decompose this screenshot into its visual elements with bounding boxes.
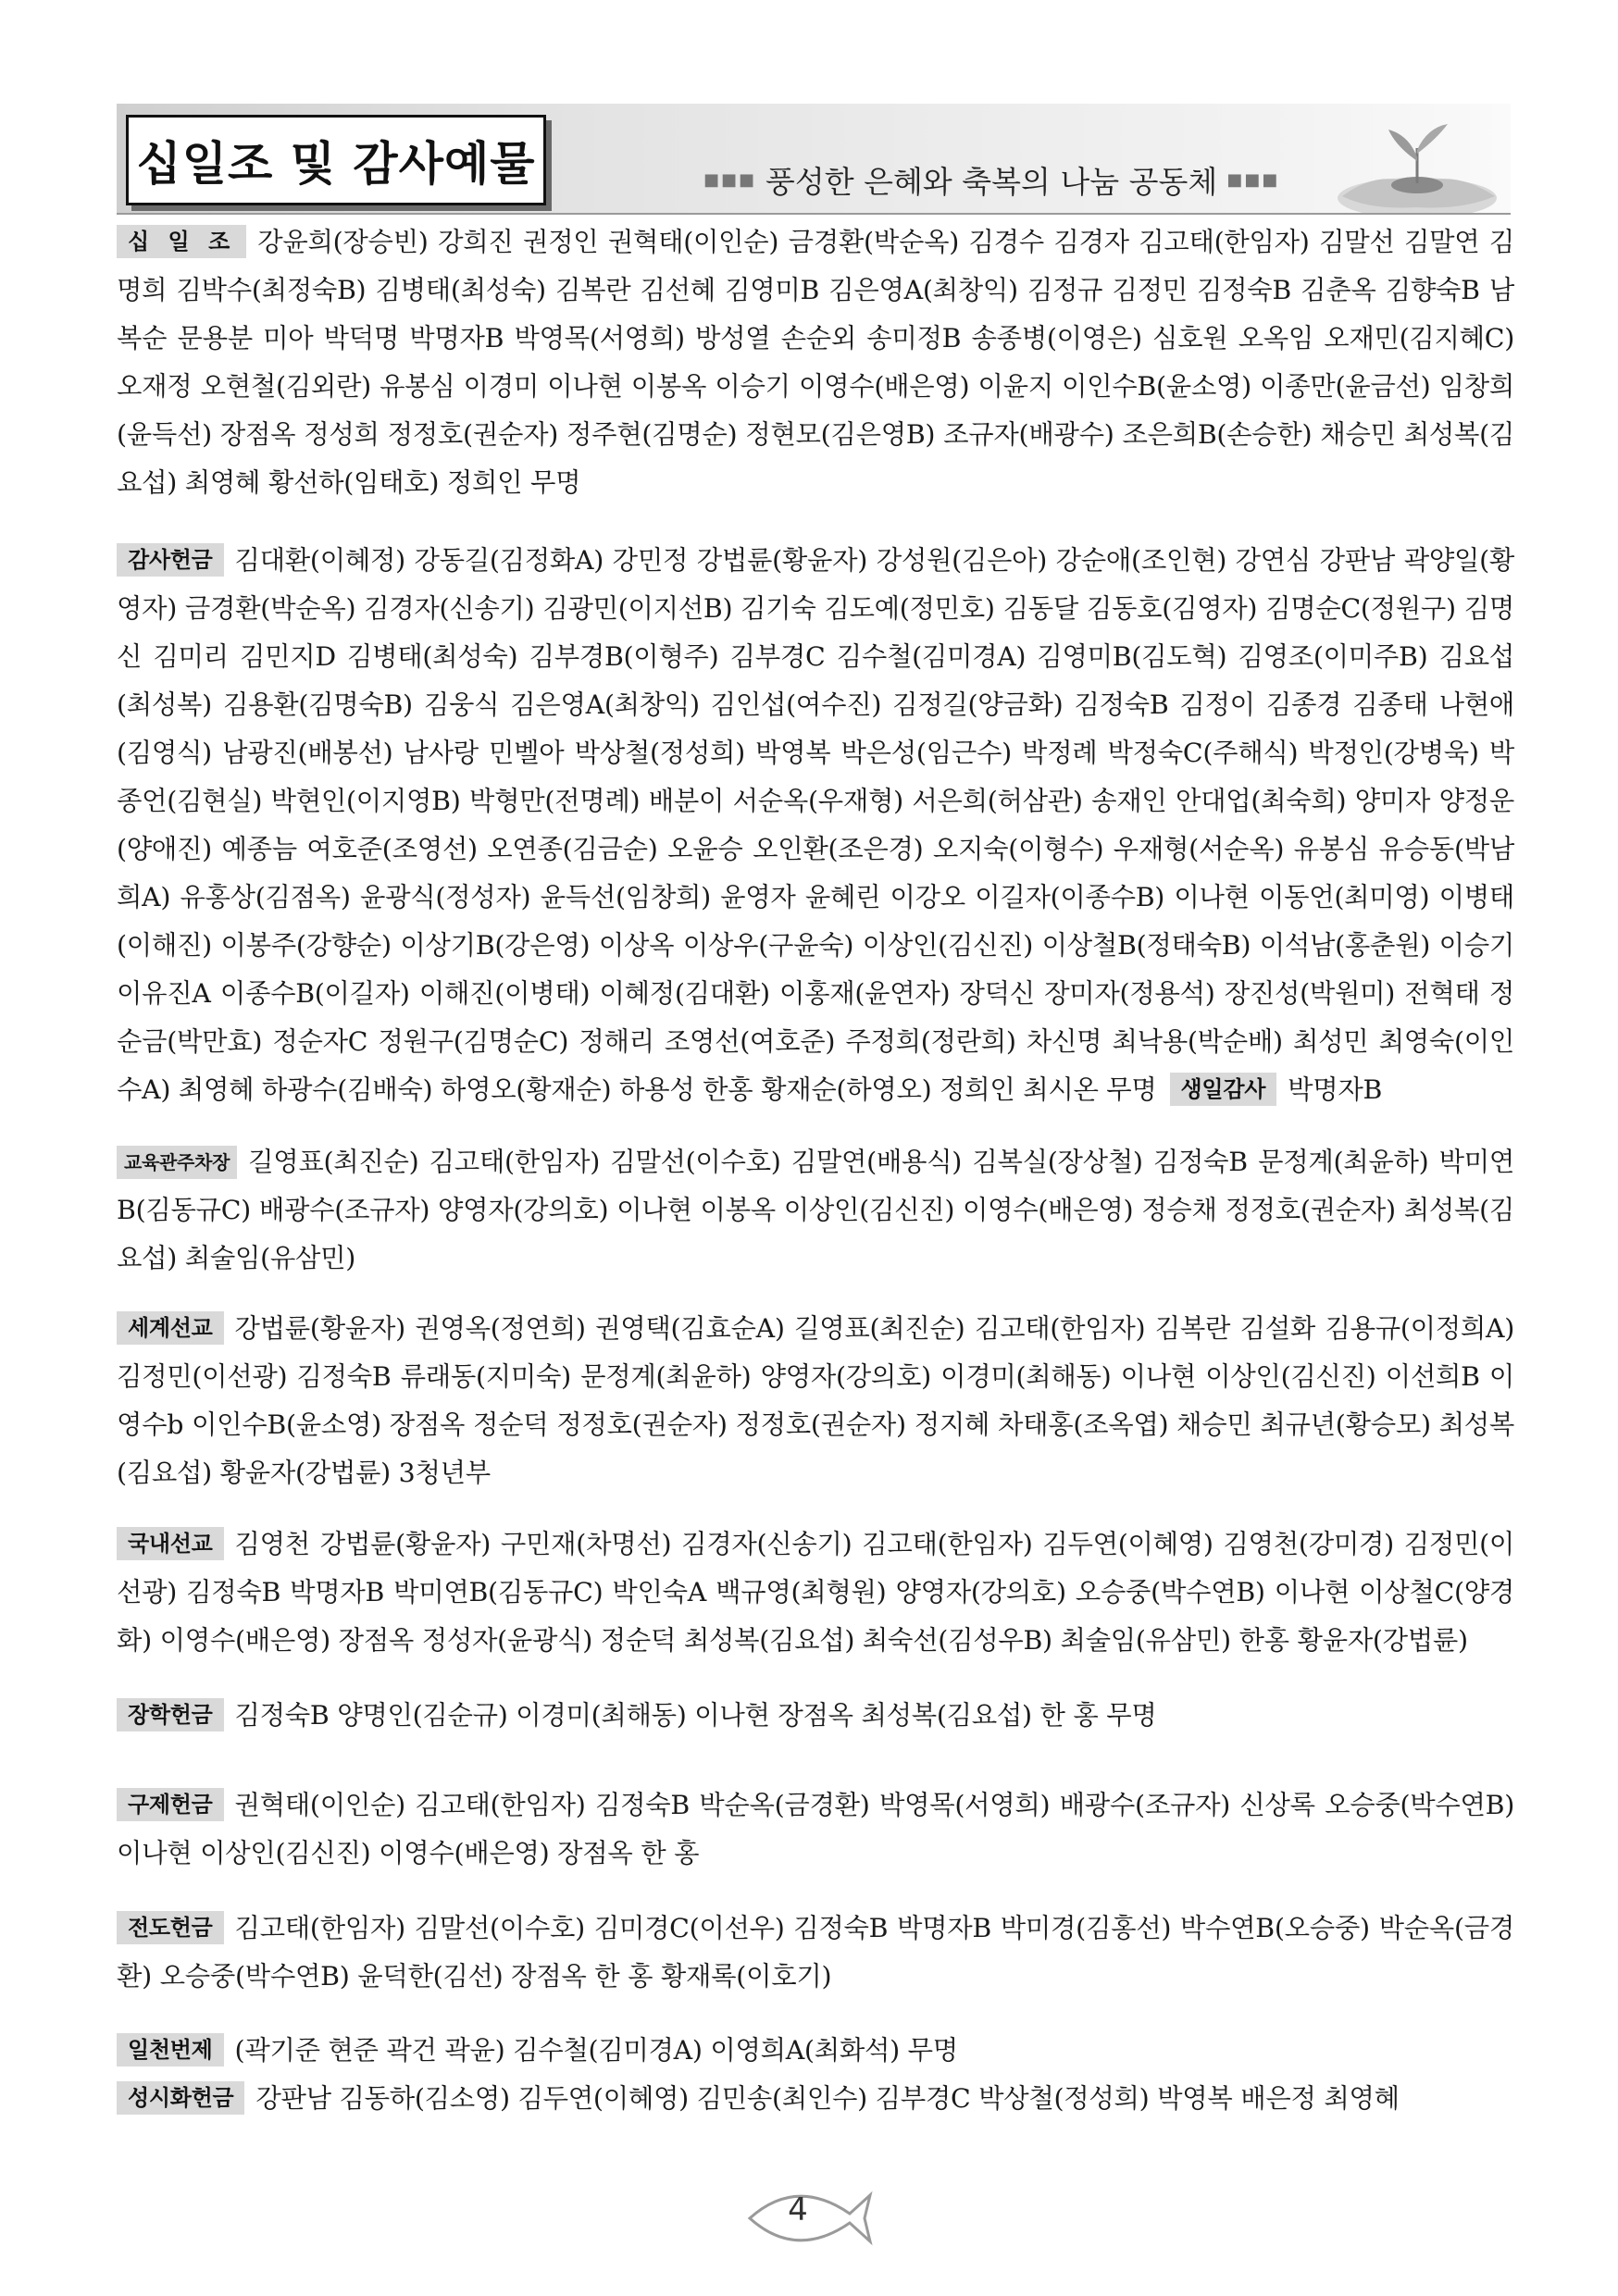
scholarship-label: 장학헌금 <box>117 1698 224 1731</box>
thousandth-label: 일천번제 <box>117 2033 224 2066</box>
section-thousandth <box>117 2027 1514 2075</box>
tithe-names: 강윤희(장승빈) 강희진 권정인 권혁태(이인순) 금경환(박순옥) 김경수 김경자 김고태(한임자) 김말선 김말연 김명희 김박수(최정숙B) 김병태(최성숙) 김복란 김선혜 김영미B 김은영A(최창익) 김정규 김정민 김정숙B 김춘옥 김향숙B 남복순 문용분 미아 박덕명 박명자B 박영목(서영희) 방성열 손순외 송미정B 송종병(이영은) 심호원 오옥임 오재민(김지혜C) 오재정 오현철(김외란) 유봉심 이경미 이나현 이봉옥 이승기 이영수(배은영) 이윤지 이인수B(윤소영) 이종만(윤금선) 임창희(윤득선) 장점옥 정성희 정정호(권순자) 정주현(김명순) 정현모(김은영B) 조규자(배광수) 조은희B(손승한) 채승민 최성복(김요섭) 최영혜 황선하(임태호) 정희인 무명 <box>117 227 1514 498</box>
relief-label: 구제헌금 <box>117 1788 224 1821</box>
section-domestic-mission <box>117 1520 1514 1665</box>
thousandth-names: (곽기준 현준 곽건 곽윤) 김수철(김미경A) 이영희A(최화석) 무명 <box>234 2035 958 2066</box>
subtitle-text: 풍성한 은혜와 축복의 나눔 공동체 <box>765 163 1218 200</box>
evangelism-names: 김고태(한임자) 김말선(이수호) 김미경C(이선우) 김정숙B 박명자B 박미경(김홍선) 박수연B(오승중) 박순옥(금경환) 오승중(박수연B) 윤덕한(김선) 장점옥 한 홍 황재록(이호기) <box>117 1913 1514 1992</box>
evangelism-paragraph <box>117 1905 1514 2001</box>
education-names: 길영표(최진순) 김고태(한임자) 김말선(이수호) 김말연(배용식) 김복실(장상철) 김정숙B 문정계(최윤하) 박미연B(김동규C) 배광수(조규자) 양영자(강의호) 이나현 이봉옥 이상인(김신진) 이영수(배은영) 정승채 정정호(권순자) 최성복(김요섭) 최술임(유삼민) <box>117 1147 1514 1273</box>
thanks-names: 김대환(이혜정) 강동길(김정화A) 강민정 강법륜(황윤자) 강성원(김은아) 강순애(조인현) 강연심 강판남 곽양일(황영자) 금경환(박순옥) 김경자(신송기) 김광민(이지선B) 김기숙 김도예(정민호) 김동달 김동호(김영자) 김명순C(정원구) 김명신 김미리 김민지D 김병태(최성숙) 김부경B(이형주) 김부경C 김수철(김미경A) 김영미B(김도혁) 김영조(이미주B) 김요섭(최성복) 김용환(김명숙B) 김웅식 김은영A(최창익) 김인섭(여수진) 김정길(양금화) 김정숙B 김정이 김종경 김종태 나현애(김영식) 남광진(배봉선) 남사랑 민벨아 박상철(정성희) 박영복 박은성(임근수) 박정례 박정숙C(주해식) 박정인(강병욱) 박종언(김현실) 박현인(이지영B) 박형만(전명례) 배분이 서순옥(우재형) 서은희(허삼관) 송재인 안대업(최숙희) 양미자 양정운(양애진) 예종늠 여호준(조영선) 오연종(김금순) 오윤승 오인환(조은경) 오지숙(이형수) 우재형(서순옥) 유봉심 유승동(박남희A) 유홍상(김점옥) 윤광식(정성자) 윤득선(임창희) 윤영자 윤혜린 이강오 이길자(이종수B) 이나현 이동언(최미영) 이병태(이해진) 이봉주(강향순) 이상기B(강은영) 이상옥 이상우(구윤숙) 이상인(김신진) 이상철B(정태숙B) 이석남(홍춘원) 이승기 이유진A 이종수B(이길자) 이해진(이병태) 이혜정(김대환) 이홍재(윤연자) 장덕신 장미자(정용석) 장진성(박원미) 전혁태 정순금(박만효) 정순자C 정원구(김명순C) 정해리 조영선(여호준) 주정희(정란희) 차신명 최낙용(박순배) 최성민 최영숙(이인수A) 최영혜 하광수(김배숙) 하영오(황재순) 하용성 한홍 황재순(하영오) 정희인 최시온 무명 <box>117 545 1514 1105</box>
section-relief <box>117 1781 1514 1878</box>
birthday-label: 생일감사 <box>1170 1073 1277 1106</box>
tithe-label: 십 일 조 <box>117 225 246 258</box>
scholarship-names: 김정숙B 양명인(김순규) 이경미(최해동) 이나현 장점옥 최성복(김요섭) 한 홍 무명 <box>234 1700 1157 1731</box>
sanctuary-label: 성시화헌금 <box>117 2081 244 2115</box>
domestic-mission-names: 김영천 강법륜(황윤자) 구민재(차명선) 김경자(신송기) 김고태(한임자) 김두연(이혜영) 김영천(강미경) 김정민(이선광) 김정숙B 박명자B 박미연B(김동규C) 박인숙A 백규영(최형원) 양영자(강의호) 오승중(박수연B) 이나현 이상철C(양경화) 이영수(배은영) 장점옥 정성자(윤광식) 정순덕 최성복(김요섭) 최숙선(김성우B) 최술임(유삼민) 한홍 황윤자(강법륜) <box>117 1529 1514 1656</box>
birthday-names: 박명자B <box>1288 1074 1383 1105</box>
subtitle-dots-left: ■■■ <box>703 169 757 190</box>
section-scholarship <box>117 1692 1514 1740</box>
thousandth-paragraph <box>117 2027 1514 2075</box>
section-tithe <box>117 218 1514 507</box>
page-number: 4 <box>788 2191 808 2228</box>
sanctuary-paragraph <box>117 2075 1514 2123</box>
education-label: 교육관주차장 <box>117 1146 237 1179</box>
section-thanks <box>117 537 1514 1114</box>
thanks-paragraph <box>117 537 1514 1114</box>
section-world-mission <box>117 1305 1514 1497</box>
domestic-mission-paragraph <box>117 1520 1514 1665</box>
thanks-label: 감사헌금 <box>117 543 224 577</box>
evangelism-label: 전도헌금 <box>117 1911 224 1944</box>
page-subtitle <box>703 152 1279 207</box>
sanctuary-names: 강판남 김동하(김소영) 김두연(이혜영) 김민송(최인수) 김부경C 박상철(정성희) 박영복 배은정 최영혜 <box>255 2083 1400 2114</box>
world-mission-names: 강법륜(황윤자) 권영옥(정연희) 권영택(김효순A) 길영표(최진순) 김고태(한임자) 김복란 김설화 김용규(이정희A) 김정민(이선광) 김정숙B 류래동(지미숙) 문정계(최윤하) 양영자(강의호) 이경미(최해동) 이나현 이상인(김신진) 이선희B 이영수b 이인수B(윤소영) 장점옥 정순덕 정정호(권순자) 정정호(권순자) 정지혜 차태홍(조옥엽) 채승민 최규년(황승모) 최성복(김요섭) 황윤자(강법륜) 3청년부 <box>117 1313 1514 1488</box>
education-paragraph <box>117 1138 1514 1283</box>
section-sanctuary <box>117 2075 1514 2123</box>
page-title: 십일조 및 감사예물 <box>126 115 546 205</box>
relief-paragraph <box>117 1781 1514 1878</box>
scholarship-paragraph <box>117 1692 1514 1740</box>
section-education <box>117 1138 1514 1283</box>
tithe-paragraph <box>117 218 1514 507</box>
relief-names: 권혁태(이인순) 김고태(한임자) 김정숙B 박순옥(금경환) 박영목(서영희) 배광수(조규자) 신상록 오승중(박수연B) 이나현 이상인(김신진) 이영수(배은영) 장점옥 한 홍 <box>117 1790 1514 1868</box>
domestic-mission-label: 국내선교 <box>117 1527 224 1560</box>
subtitle-dots-right: ■■■ <box>1226 169 1280 190</box>
world-mission-paragraph <box>117 1305 1514 1497</box>
hands-sprout-icon <box>1324 104 1511 213</box>
section-evangelism <box>117 1905 1514 2001</box>
world-mission-label: 세계선교 <box>117 1311 224 1345</box>
